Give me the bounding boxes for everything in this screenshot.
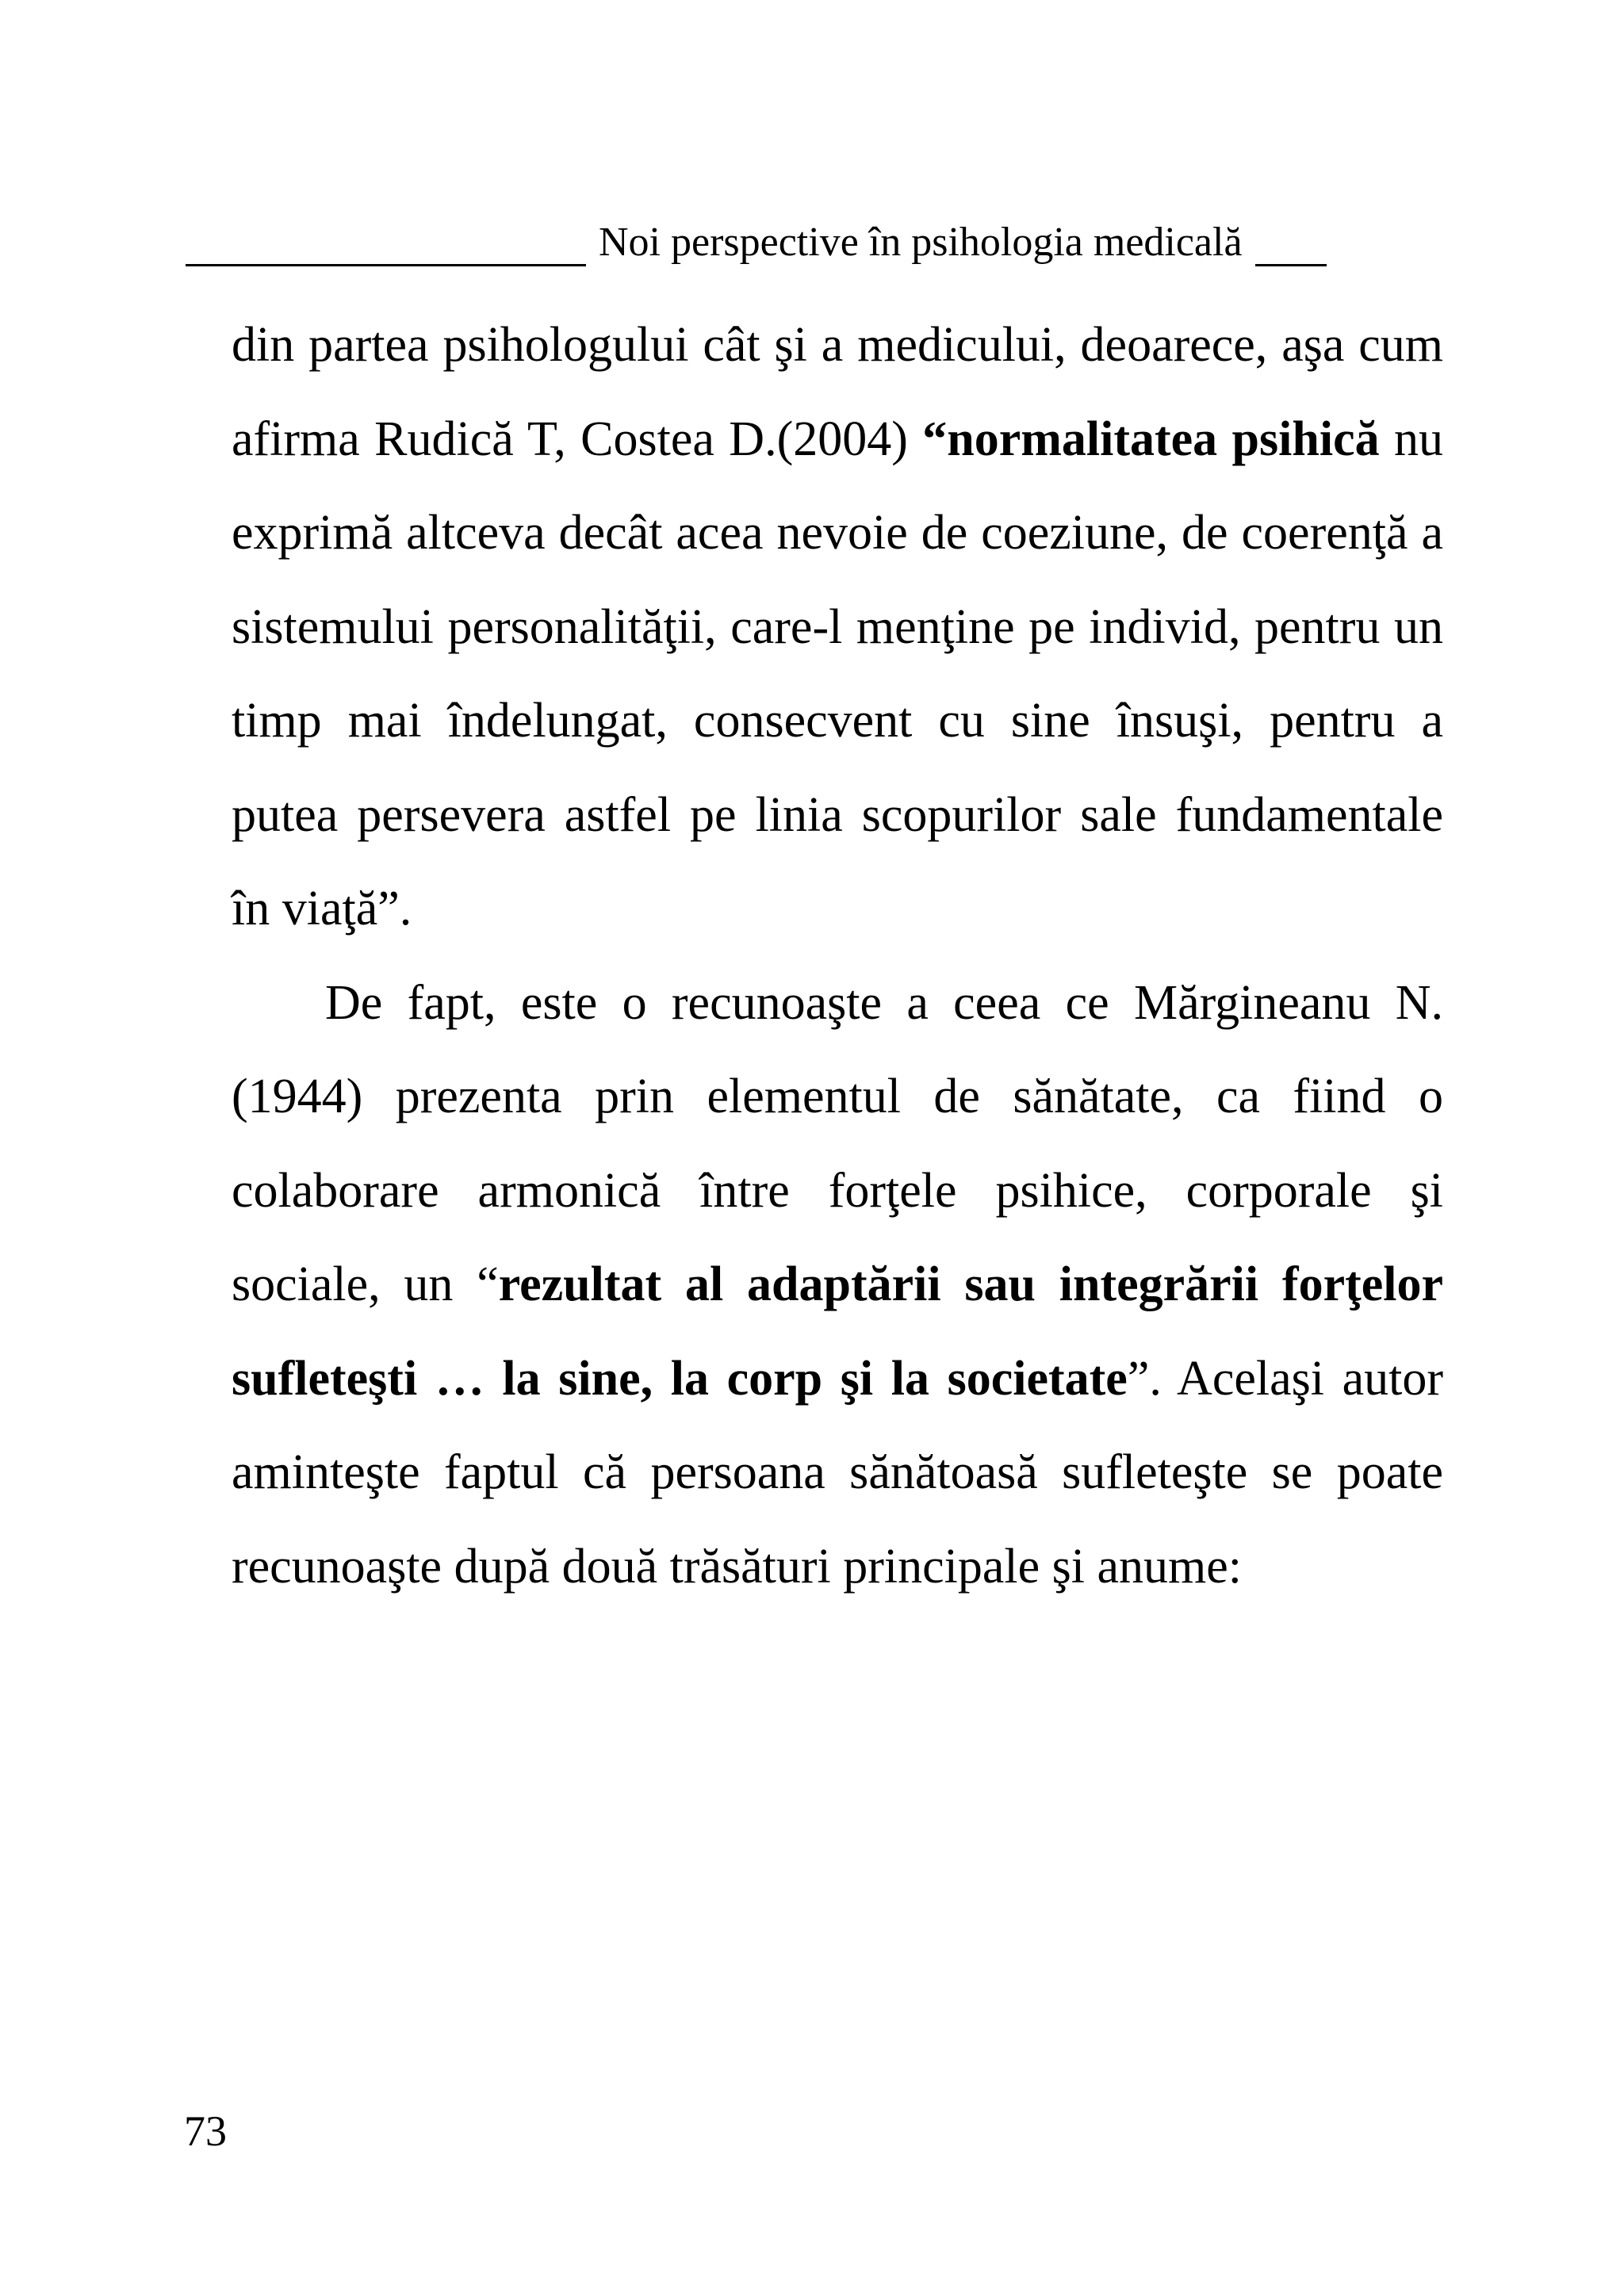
paragraph-1-text-1: din partea psihologului cât şi a medicului, deoarece, aşa cum afirma Rudică T, Costea D.(2004) xyxy=(232,318,1443,466)
paragraph-2-text-2: ”. Acelaşi autor aminteşte faptul că persoana sănătoasă sufleteşte se poate recunoaşte după două trăsături principale şi anume: xyxy=(232,1351,1443,1594)
paragraph-2-text-1: De fapt, este o recunoaşte a ceea ce Mărgineanu N.(1944) prezenta prin elementul de sănătate, ca fiind o colaborare armonică între forţele psihice, corporale şi sociale, un “ xyxy=(232,975,1443,1311)
header-rule-left xyxy=(186,224,586,266)
paragraph-2 xyxy=(232,956,1443,1614)
paragraph-1-bold-1: “normalitatea psihică xyxy=(922,411,1380,466)
paragraph-2-bold-1: rezultat al adaptării sau integrării forţelor sufleteşti … la sine, la corp şi la societate xyxy=(232,1257,1443,1406)
paragraph-1 xyxy=(232,298,1443,956)
header-rule-right xyxy=(1255,224,1327,266)
body-text xyxy=(232,298,1443,1613)
page-number: 73 xyxy=(184,2107,227,2155)
paragraph-1-text-2: nu exprimă altceva decât acea nevoie de coeziune, de coerenţă a sistemului personalităţii, care-l menţine pe individ, pentru un timp mai îndelungat, consecvent cu sine însuşi, pentru a putea persevera astfel pe linia scopurilor sale fundamentale în viaţă”. xyxy=(232,411,1444,936)
header-title: Noi perspective în psihologia medicală xyxy=(599,220,1243,265)
running-header xyxy=(186,219,1411,266)
